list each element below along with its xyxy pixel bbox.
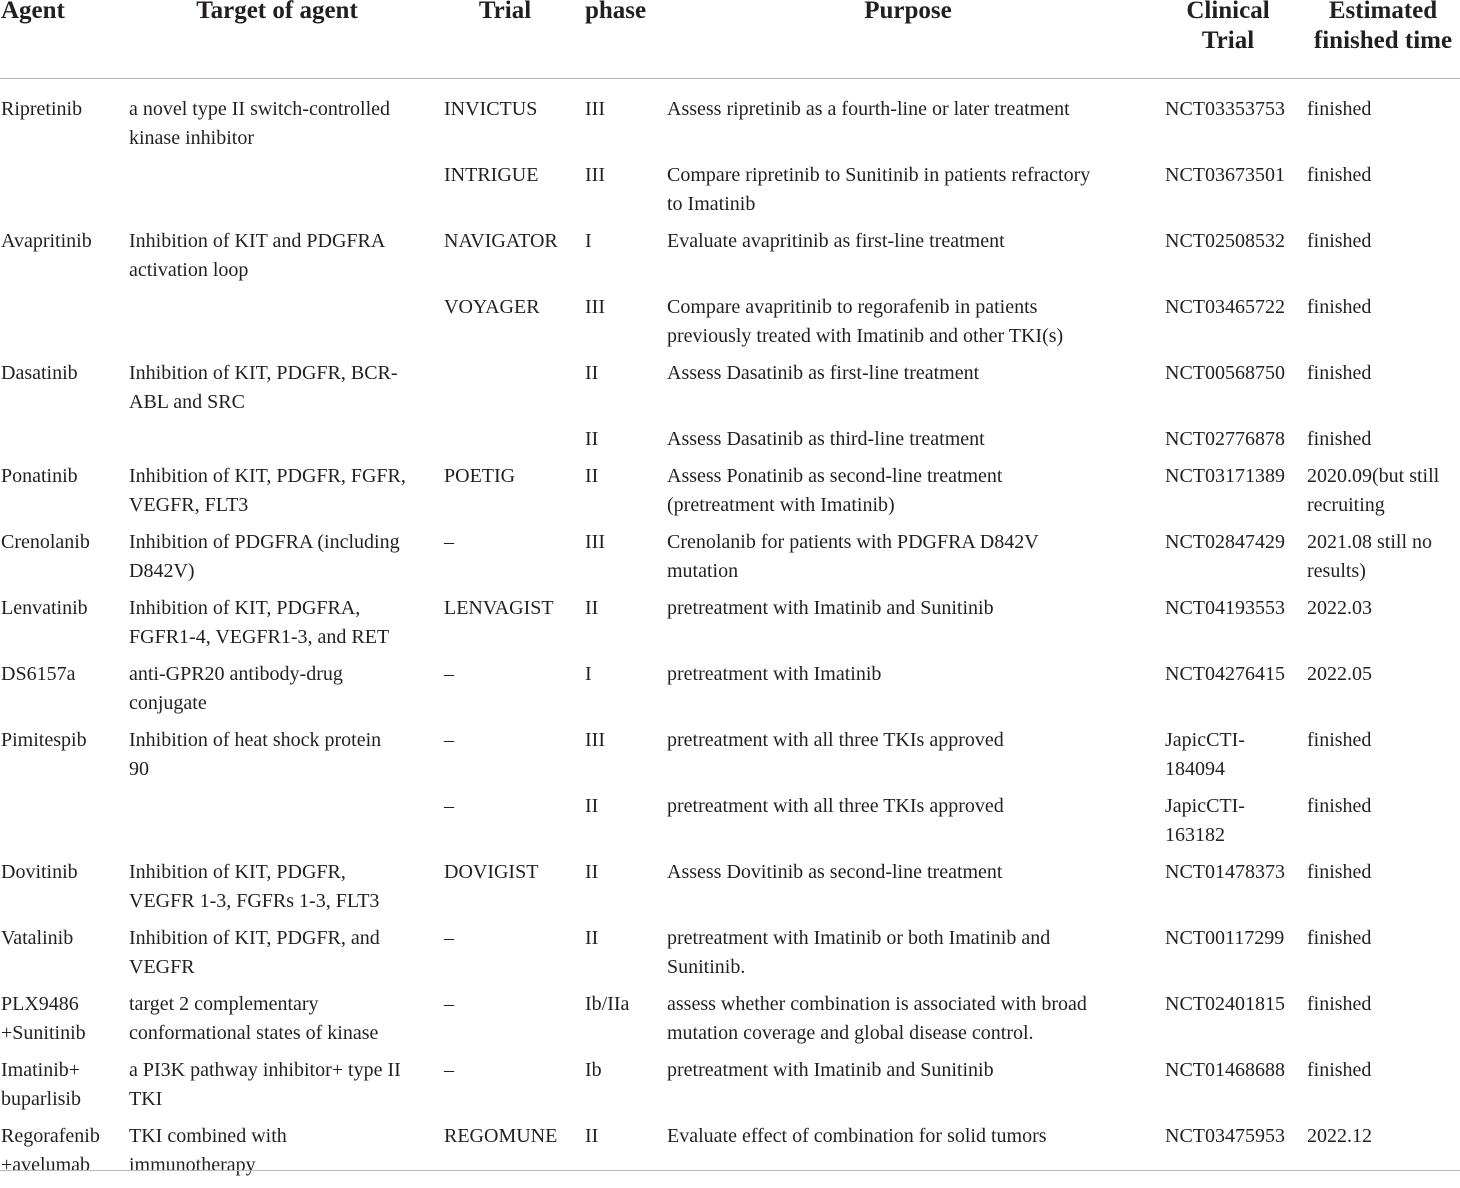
cell-clinical-trial-line: NCT03673501 <box>1165 164 1285 186</box>
header-purpose: Purpose <box>864 0 952 24</box>
cell-purpose-line: Assess ripretinib as a fourth-line or later treatment <box>667 98 1070 120</box>
cell-target-line: a PI3K pathway inhibitor+ type II <box>129 1059 401 1081</box>
cell-purpose-line: pretreatment with Imatinib and Sunitinib <box>667 1059 994 1081</box>
cell-purpose <box>667 359 979 388</box>
cell-clinical-trial <box>1165 792 1245 850</box>
cell-trial <box>444 792 454 821</box>
cell-clinical-trial <box>1165 293 1285 322</box>
cell-phase-line: Ib/IIa <box>585 993 630 1015</box>
cell-phase-line: II <box>585 465 599 487</box>
table-row <box>0 528 1460 594</box>
cell-finished-time-line: 2022.05 <box>1307 663 1372 685</box>
table-row <box>0 726 1460 792</box>
cell-target <box>129 359 398 417</box>
cell-purpose <box>667 425 985 454</box>
cell-phase-line: III <box>585 531 605 553</box>
cell-finished-time-line: finished <box>1307 164 1372 186</box>
table-header <box>0 0 1460 79</box>
cell-clinical-trial-line: NCT04193553 <box>1165 597 1285 619</box>
cell-agent-line: Dasatinib <box>1 362 78 384</box>
header-trial: Trial <box>478 0 532 24</box>
cell-trial <box>444 924 454 953</box>
table-row <box>0 990 1460 1056</box>
cell-agent <box>1 660 75 689</box>
cell-finished-time <box>1307 359 1371 388</box>
cell-target <box>129 528 400 586</box>
cell-target-line: VEGFR <box>129 956 195 978</box>
cell-clinical-trial-line: JapicCTI- <box>1165 795 1245 817</box>
cell-clinical-trial <box>1165 858 1285 887</box>
cell-agent <box>1 990 86 1048</box>
cell-agent-line: Crenolanib <box>1 531 90 553</box>
cell-purpose-line: Assess Dasatinib as third-line treatment <box>667 428 985 450</box>
cell-target-line: immunotherapy <box>129 1154 256 1176</box>
cell-agent-line: +Sunitinib <box>1 1022 86 1044</box>
cell-purpose-line: Sunitinib. <box>667 956 746 978</box>
header-phase: phase <box>585 0 647 24</box>
cell-clinical-trial-line: NCT01468688 <box>1165 1059 1285 1081</box>
cell-finished-time-line: finished <box>1307 927 1372 949</box>
cell-trial-line: – <box>444 795 454 817</box>
cell-trial-line: – <box>444 729 454 751</box>
cell-clinical-trial-line: NCT03465722 <box>1165 296 1285 318</box>
cell-target-line: conformational states of kinase <box>129 1022 379 1044</box>
cell-purpose <box>667 528 1039 586</box>
cell-finished-time-line: finished <box>1307 861 1372 883</box>
cell-trial <box>444 660 454 689</box>
cell-purpose-line: pretreatment with Imatinib and Sunitinib <box>667 597 994 619</box>
cell-phase-line: II <box>585 795 599 817</box>
cell-purpose <box>667 462 1003 520</box>
cell-purpose-line: mutation <box>667 560 739 582</box>
cell-trial <box>444 726 454 755</box>
cell-finished-time <box>1307 1056 1371 1085</box>
table-row <box>0 660 1460 726</box>
cell-finished-time-line: results) <box>1307 560 1366 582</box>
cell-target-line: Inhibition of KIT, PDGFR, BCR- <box>129 362 398 384</box>
cell-target <box>129 858 379 916</box>
cell-target-line: a novel type II switch-controlled <box>129 98 391 120</box>
cell-phase-line: III <box>585 98 605 120</box>
cell-purpose-line: pretreatment with Imatinib <box>667 663 882 685</box>
cell-phase-line: II <box>585 428 599 450</box>
cell-purpose-line: Compare avapritinib to regorafenib in patients <box>667 296 1038 318</box>
header-finished-line-2: finished time <box>1313 27 1453 54</box>
cell-finished-time-line: recruiting <box>1307 494 1385 516</box>
cell-agent-line: Avapritinib <box>1 230 92 252</box>
cell-finished-time <box>1307 990 1371 1019</box>
cell-agent-line: DS6157a <box>1 663 76 685</box>
cell-trial <box>444 293 540 322</box>
cell-agent-line: Lenvatinib <box>1 597 88 619</box>
cell-agent <box>1 594 88 623</box>
cell-target-line: Inhibition of KIT and PDGFRA <box>129 230 386 252</box>
cell-finished-time-line: finished <box>1307 362 1372 384</box>
cell-target-line: Inhibition of PDGFRA (including <box>129 531 400 553</box>
cell-clinical-trial-line: NCT02508532 <box>1165 230 1285 252</box>
cell-target <box>129 660 343 718</box>
table-row <box>0 1056 1460 1122</box>
cell-phase <box>585 161 605 190</box>
header-finished-line-1: Estimated <box>1328 0 1438 24</box>
cell-clinical-trial <box>1165 462 1285 491</box>
cell-finished-time <box>1307 660 1372 689</box>
cell-finished-time-line: finished <box>1307 296 1372 318</box>
cell-trial-line: REGOMUNE <box>444 1125 558 1147</box>
cell-purpose-line: assess whether combination is associated with broad <box>667 993 1087 1015</box>
cell-finished-time-line: 2022.03 <box>1307 597 1372 619</box>
cell-clinical-trial-line: NCT02401815 <box>1165 993 1285 1015</box>
cell-phase <box>585 227 592 256</box>
cell-purpose-line: Assess Dasatinib as first-line treatment <box>667 362 980 384</box>
table-row <box>0 462 1460 528</box>
cell-agent-line: buparlisib <box>1 1088 81 1110</box>
cell-purpose-line: (pretreatment with Imatinib) <box>667 494 895 516</box>
cell-clinical-trial <box>1165 1056 1285 1085</box>
cell-finished-time-line: finished <box>1307 98 1372 120</box>
cell-agent-line: Regorafenib <box>1 1125 100 1147</box>
cell-phase <box>585 792 598 821</box>
cell-trial-line: VOYAGER <box>444 296 540 318</box>
table-bottom-rule <box>0 1170 1460 1171</box>
cell-purpose-line: pretreatment with Imatinib or both Imatinib and <box>667 927 1051 949</box>
cell-clinical-trial-line: NCT02776878 <box>1165 428 1285 450</box>
cell-trial-line: INTRIGUE <box>444 164 539 186</box>
cell-phase <box>585 359 598 388</box>
cell-target <box>129 594 389 652</box>
cell-target-line: activation loop <box>129 259 249 281</box>
cell-target <box>129 1122 287 1180</box>
cell-agent <box>1 858 78 887</box>
cell-phase <box>585 293 605 322</box>
cell-clinical-trial <box>1165 1122 1285 1151</box>
cell-clinical-trial <box>1165 528 1285 557</box>
cell-target <box>129 726 381 784</box>
cell-clinical-trial-line: NCT00117299 <box>1165 927 1285 949</box>
cell-clinical-trial <box>1165 227 1285 256</box>
cell-target <box>129 227 385 285</box>
cell-phase <box>585 528 605 557</box>
cell-finished-time-line: 2021.08 still no <box>1307 531 1433 553</box>
cell-target <box>129 990 378 1048</box>
header-target: Target of agent <box>196 0 358 24</box>
cell-clinical-trial-line: NCT02847429 <box>1165 531 1285 553</box>
cell-clinical-trial <box>1165 95 1285 124</box>
cell-trial-line: – <box>444 927 454 949</box>
table-row <box>0 792 1460 858</box>
table-row <box>0 161 1460 227</box>
cell-agent-line: Pimitespib <box>1 729 87 751</box>
table-row <box>0 227 1460 293</box>
cell-clinical-trial-line: NCT00568750 <box>1165 362 1285 384</box>
table-row <box>0 425 1460 462</box>
cell-agent <box>1 1056 81 1114</box>
cell-target-line: TKI <box>129 1088 163 1110</box>
cell-purpose-line: Assess Ponatinib as second-line treatment <box>667 465 1003 487</box>
cell-trial-line: – <box>444 993 454 1015</box>
cell-trial <box>444 1056 454 1085</box>
cell-finished-time <box>1307 161 1371 190</box>
cell-agent <box>1 924 73 953</box>
cell-finished-time <box>1307 293 1371 322</box>
cell-purpose-line: previously treated with Imatinib and other TKI(s) <box>667 325 1064 347</box>
cell-finished-time-line: finished <box>1307 795 1372 817</box>
cell-phase <box>585 425 598 454</box>
cell-finished-time-line: finished <box>1307 729 1372 751</box>
cell-trial-line: NAVIGATOR <box>444 230 558 252</box>
cell-trial <box>444 990 454 1019</box>
cell-agent-line: Ponatinib <box>1 465 78 487</box>
cell-phase <box>585 660 592 689</box>
cell-finished-time-line: 2020.09(but still <box>1307 465 1440 487</box>
cell-purpose-line: Crenolanib for patients with PDGFRA D842V <box>667 531 1039 553</box>
table-row <box>0 359 1460 425</box>
cell-finished-time <box>1307 792 1371 821</box>
cell-target-line: ABL and SRC <box>129 391 245 413</box>
cell-target-line: anti-GPR20 antibody-drug <box>129 663 343 685</box>
cell-clinical-trial-line: JapicCTI- <box>1165 729 1245 751</box>
cell-clinical-trial <box>1165 924 1284 953</box>
cell-purpose-line: Assess Dovitinib as second-line treatment <box>667 861 1003 883</box>
cell-agent-line: Vatalinib <box>1 927 74 949</box>
cell-phase-line: I <box>585 663 592 685</box>
cell-phase <box>585 462 598 491</box>
cell-finished-time <box>1307 858 1371 887</box>
table-row <box>0 293 1460 359</box>
cell-agent <box>1 528 90 557</box>
table-row <box>0 858 1460 924</box>
cell-purpose-line: mutation coverage and global disease control. <box>667 1022 1034 1044</box>
cell-target-line: target 2 complementary <box>129 993 319 1015</box>
cell-phase-line: I <box>585 230 592 252</box>
cell-agent-line: PLX9486 <box>1 993 79 1015</box>
cell-finished-time <box>1307 462 1439 520</box>
cell-phase-line: Ib <box>585 1059 602 1081</box>
cell-finished-time <box>1307 924 1371 953</box>
cell-target-line: VEGFR, FLT3 <box>129 494 249 516</box>
cell-agent <box>1 95 82 124</box>
table-body <box>0 95 1460 1188</box>
cell-finished-time-line: finished <box>1307 230 1372 252</box>
cell-clinical-trial-line: NCT03171389 <box>1165 465 1285 487</box>
header-clinical-trial-line-1: Clinical <box>1186 0 1270 24</box>
cell-purpose-line: pretreatment with all three TKIs approved <box>667 729 1004 751</box>
cell-phase <box>585 1056 602 1085</box>
cell-target-line: D842V) <box>129 560 195 582</box>
cell-target <box>129 462 406 520</box>
cell-trial-line: POETIG <box>444 465 516 487</box>
cell-trial-line: INVICTUS <box>444 98 538 120</box>
cell-target <box>129 924 380 982</box>
cell-clinical-trial <box>1165 425 1285 454</box>
cell-agent <box>1 726 87 755</box>
cell-trial <box>444 858 538 887</box>
cell-trial-line: – <box>444 531 454 553</box>
cell-agent <box>1 1122 100 1180</box>
cell-target-line: Inhibition of KIT, PDGFRA, <box>129 597 361 619</box>
cell-clinical-trial <box>1165 359 1285 388</box>
cell-finished-time <box>1307 1122 1372 1151</box>
cell-clinical-trial-line: NCT03353753 <box>1165 98 1285 120</box>
cell-trial-line: – <box>444 1059 454 1081</box>
header-agent: Agent <box>1 0 65 24</box>
cell-purpose <box>667 1122 1047 1151</box>
cell-purpose-line: Evaluate avapritinib as first-line treatment <box>667 230 1005 252</box>
cell-phase <box>585 726 605 755</box>
cell-purpose-line: pretreatment with all three TKIs approved <box>667 795 1004 817</box>
cell-target-line: kinase inhibitor <box>129 127 254 149</box>
cell-phase-line: II <box>585 597 599 619</box>
cell-clinical-trial-line: NCT04276415 <box>1165 663 1285 685</box>
cell-phase-line: II <box>585 927 599 949</box>
cell-target-line: FGFR1-4, VEGFR1-3, and RET <box>129 626 390 648</box>
cell-trial <box>444 594 554 623</box>
cell-trial <box>444 227 558 256</box>
cell-agent <box>1 359 78 388</box>
cell-trial-line: LENVAGIST <box>444 597 554 619</box>
cell-clinical-trial <box>1165 594 1285 623</box>
cell-target-line: TKI combined with <box>129 1125 287 1147</box>
cell-finished-time <box>1307 227 1371 256</box>
header-clinical-trial-line-2: Trial <box>1201 27 1255 54</box>
cell-purpose <box>667 293 1063 351</box>
table-row <box>0 1122 1460 1188</box>
cell-finished-time-line: finished <box>1307 993 1372 1015</box>
cell-phase <box>585 990 629 1019</box>
cell-agent-line: +avelumab <box>1 1154 91 1176</box>
cell-phase-line: III <box>585 729 605 751</box>
cell-target-line: VEGFR 1-3, FGFRs 1-3, FLT3 <box>129 890 380 912</box>
cell-target-line: Inhibition of KIT, PDGFR, and <box>129 927 380 949</box>
cell-finished-time <box>1307 528 1432 586</box>
cell-clinical-trial-line: NCT01478373 <box>1165 861 1285 883</box>
cell-target-line: conjugate <box>129 692 207 714</box>
cell-phase-line: II <box>585 362 599 384</box>
cell-trial <box>444 161 538 190</box>
cell-finished-time-line: finished <box>1307 1059 1372 1081</box>
cell-purpose <box>667 792 1004 821</box>
cell-finished-time-line: 2022.12 <box>1307 1125 1372 1147</box>
cell-clinical-trial-line: NCT03475953 <box>1165 1125 1285 1147</box>
cell-purpose-line: Evaluate effect of combination for solid tumors <box>667 1125 1047 1147</box>
cell-clinical-trial <box>1165 990 1285 1019</box>
cell-target <box>129 1056 401 1114</box>
cell-trial <box>444 95 537 124</box>
cell-purpose <box>667 1056 994 1085</box>
cell-target-line: 90 <box>129 758 149 780</box>
cell-purpose-line: Compare ripretinib to Sunitinib in patients refractory <box>667 164 1091 186</box>
cell-purpose <box>667 858 1003 887</box>
cell-target-line: Inhibition of heat shock protein <box>129 729 382 751</box>
cell-phase <box>585 924 598 953</box>
cell-finished-time <box>1307 425 1371 454</box>
table-row <box>0 924 1460 990</box>
cell-trial <box>444 528 454 557</box>
cell-clinical-trial <box>1165 660 1285 689</box>
cell-phase <box>585 858 598 887</box>
cell-phase <box>585 95 605 124</box>
cell-clinical-trial-line: 184094 <box>1165 758 1225 780</box>
cell-target-line: Inhibition of KIT, PDGFR, FGFR, <box>129 465 406 487</box>
cell-trial-line: DOVIGIST <box>444 861 539 883</box>
cell-purpose <box>667 924 1050 982</box>
cell-trial <box>444 462 515 491</box>
cell-target-line: Inhibition of KIT, PDGFR, <box>129 861 346 883</box>
cell-agent-line: Dovitinib <box>1 861 78 883</box>
cell-purpose <box>667 594 994 623</box>
cell-trial <box>444 1122 557 1151</box>
cell-clinical-trial-line: 163182 <box>1165 824 1225 846</box>
cell-purpose <box>667 95 1070 124</box>
cell-phase-line: III <box>585 296 605 318</box>
cell-purpose-line: to Imatinib <box>667 193 756 215</box>
cell-trial-line: – <box>444 663 454 685</box>
cell-clinical-trial <box>1165 726 1245 784</box>
cell-purpose <box>667 990 1087 1048</box>
cell-clinical-trial <box>1165 161 1285 190</box>
cell-finished-time-line: finished <box>1307 428 1372 450</box>
cell-finished-time <box>1307 726 1371 755</box>
cell-phase-line: III <box>585 164 605 186</box>
cell-agent-line: Imatinib+ <box>1 1059 81 1081</box>
cell-phase-line: II <box>585 861 599 883</box>
cell-target <box>129 95 390 153</box>
cell-phase-line: II <box>585 1125 599 1147</box>
cell-phase <box>585 1122 598 1151</box>
cell-purpose <box>667 660 881 689</box>
cell-purpose <box>667 161 1090 219</box>
cell-phase <box>585 594 598 623</box>
table-row <box>0 594 1460 660</box>
table-row <box>0 95 1460 161</box>
cell-finished-time <box>1307 594 1372 623</box>
cell-finished-time <box>1307 95 1371 124</box>
cell-agent-line: Ripretinib <box>1 98 83 120</box>
cell-purpose <box>667 726 1004 755</box>
cell-agent <box>1 462 78 491</box>
cell-purpose <box>667 227 1005 256</box>
cell-agent <box>1 227 92 256</box>
